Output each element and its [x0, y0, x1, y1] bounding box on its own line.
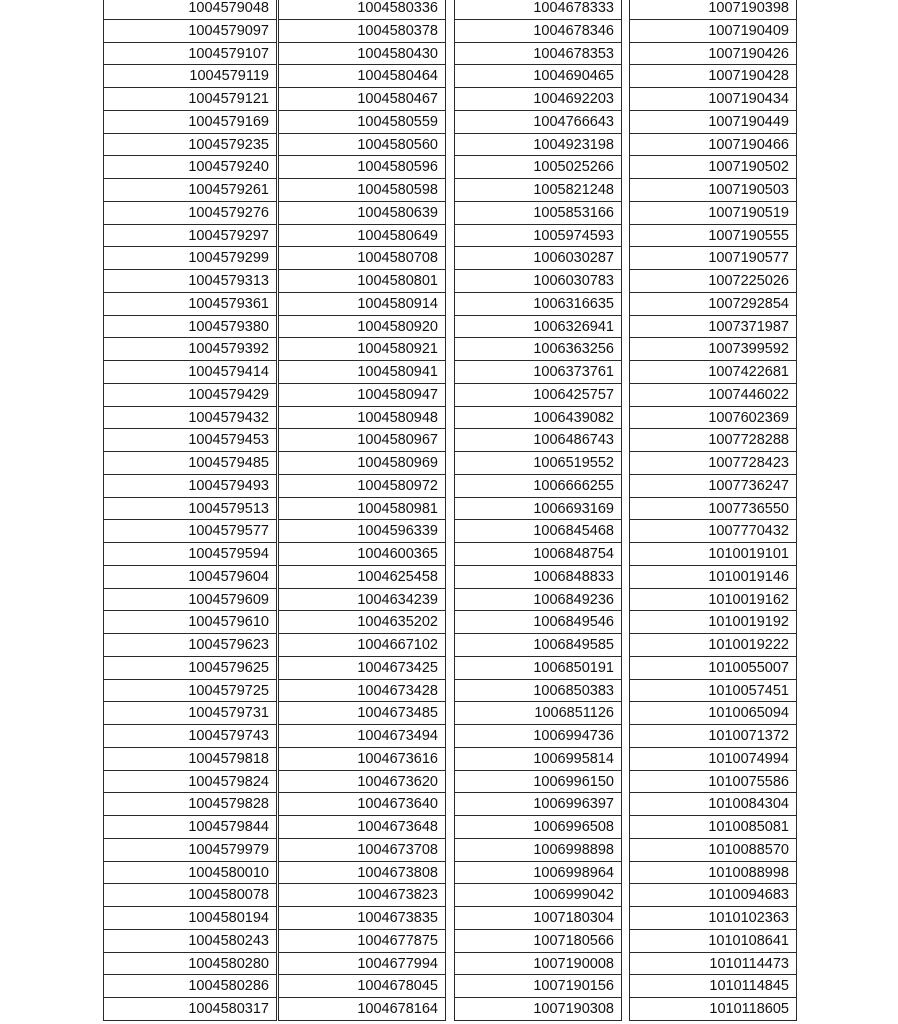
table-cell: 1004579392 [104, 337, 276, 360]
table-cell: 1010019162 [630, 588, 796, 611]
table-cell: 1005821248 [455, 178, 621, 201]
table-cell: 1007190426 [630, 42, 796, 65]
table-cell: 1007190008 [455, 952, 621, 975]
table-cell: 1006373761 [455, 360, 621, 383]
table-cell: 1004673648 [279, 815, 445, 838]
table-cell: 1007422681 [630, 360, 796, 383]
id-column-3 [454, 0, 622, 1021]
table-cell: 1010057451 [630, 679, 796, 702]
table-cell: 1007399592 [630, 337, 796, 360]
table-cell: 1004580967 [279, 428, 445, 451]
table-cell: 1006845468 [455, 519, 621, 542]
table-cell: 1006848754 [455, 542, 621, 565]
table-cell: 1006851126 [455, 701, 621, 724]
table-cell: 1007728288 [630, 428, 796, 451]
table-cell: 1010088998 [630, 861, 796, 884]
table-cell: 1007190519 [630, 201, 796, 224]
table-cell: 1006850383 [455, 679, 621, 702]
table-cell: 1004579107 [104, 42, 276, 65]
table-cell: 1004580649 [279, 224, 445, 247]
table-cell: 1010102363 [630, 906, 796, 929]
table-cell: 1010055007 [630, 656, 796, 679]
table-cell: 1004579493 [104, 474, 276, 497]
table-cell: 1007292854 [630, 292, 796, 315]
table-cell: 1007371987 [630, 315, 796, 338]
table-cell: 1004579625 [104, 656, 276, 679]
table-cell: 1004673620 [279, 770, 445, 793]
table-cell: 1004580467 [279, 87, 445, 110]
table-cell: 1007736550 [630, 497, 796, 520]
table-cell: 1004677875 [279, 929, 445, 952]
table-cell: 1006849236 [455, 588, 621, 611]
table-cell: 1004579119 [104, 64, 276, 87]
table-cell: 1006425757 [455, 383, 621, 406]
table-cell: 1006326941 [455, 315, 621, 338]
table-cell: 1010084304 [630, 792, 796, 815]
table-cell: 1004579048 [104, 0, 276, 19]
table-cell: 1004673823 [279, 883, 445, 906]
table-cell: 1010114845 [630, 974, 796, 997]
table-cell: 1006439082 [455, 406, 621, 429]
table-cell: 1010075586 [630, 770, 796, 793]
table-cell: 1004579297 [104, 224, 276, 247]
table-cell: 1004766643 [455, 110, 621, 133]
table-cell: 1004579609 [104, 588, 276, 611]
table-cell: 1004579818 [104, 747, 276, 770]
table-cell: 1006850191 [455, 656, 621, 679]
table-cell: 1004678045 [279, 974, 445, 997]
table-cell: 1004600365 [279, 542, 445, 565]
table-cell: 1004625458 [279, 565, 445, 588]
table-cell: 1006995814 [455, 747, 621, 770]
table-cell: 1004580969 [279, 451, 445, 474]
table-cell: 1004579743 [104, 724, 276, 747]
table-cell: 1010114473 [630, 952, 796, 975]
table-cell: 1010019101 [630, 542, 796, 565]
table-cell: 1007602369 [630, 406, 796, 429]
table-cell: 1006999042 [455, 883, 621, 906]
table-cell: 1004635202 [279, 610, 445, 633]
table-cell: 1004579513 [104, 497, 276, 520]
table-cell: 1004579313 [104, 269, 276, 292]
table-cell: 1004579610 [104, 610, 276, 633]
table-cell: 1004580430 [279, 42, 445, 65]
table-cell: 1004596339 [279, 519, 445, 542]
table-cell: 1010118605 [630, 997, 796, 1020]
table-cell: 1006996150 [455, 770, 621, 793]
table-cell: 1006996397 [455, 792, 621, 815]
table-cell: 1004579604 [104, 565, 276, 588]
table-cell: 1004579844 [104, 815, 276, 838]
table-cell: 1004580336 [279, 0, 445, 19]
table-cell: 1006998898 [455, 838, 621, 861]
table-cell: 1004673425 [279, 656, 445, 679]
table-cell: 1004580639 [279, 201, 445, 224]
table-cell: 1006486743 [455, 428, 621, 451]
table-cell: 1007190428 [630, 64, 796, 87]
table-cell: 1007190577 [630, 246, 796, 269]
table-cell: 1004580708 [279, 246, 445, 269]
table-cell: 1004580010 [104, 861, 276, 884]
table-cell: 1010088570 [630, 838, 796, 861]
table-cell: 1007190555 [630, 224, 796, 247]
table-cell: 1006693169 [455, 497, 621, 520]
table-cell: 1004580914 [279, 292, 445, 315]
table-cell: 1005974593 [455, 224, 621, 247]
table-cell: 1006994736 [455, 724, 621, 747]
table-cell: 1004677994 [279, 952, 445, 975]
table-cell: 1004579453 [104, 428, 276, 451]
table-cell: 1006996508 [455, 815, 621, 838]
table-cell: 1004580801 [279, 269, 445, 292]
table-cell: 1010019192 [630, 610, 796, 633]
table-cell: 1007770432 [630, 519, 796, 542]
table-cell: 1004579261 [104, 178, 276, 201]
table-cell: 1006848833 [455, 565, 621, 588]
table-cell: 1004580921 [279, 337, 445, 360]
table-cell: 1004673428 [279, 679, 445, 702]
table-cell: 1004673494 [279, 724, 445, 747]
table-cell: 1004634239 [279, 588, 445, 611]
table-cell: 1010085081 [630, 815, 796, 838]
table-cell: 1004580560 [279, 133, 445, 156]
table-cell: 1007180304 [455, 906, 621, 929]
table-cell: 1004923198 [455, 133, 621, 156]
table-cell: 1006998964 [455, 861, 621, 884]
table-cell: 1007225026 [630, 269, 796, 292]
table-cell: 1004690465 [455, 64, 621, 87]
table-cell: 1007446022 [630, 383, 796, 406]
table-cell: 1004579623 [104, 633, 276, 656]
table-cell: 1004579169 [104, 110, 276, 133]
table-cell: 1004579731 [104, 701, 276, 724]
table-cell: 1007190308 [455, 997, 621, 1020]
table-cell: 1007190434 [630, 87, 796, 110]
table-cell: 1004579299 [104, 246, 276, 269]
table-cell: 1010019222 [630, 633, 796, 656]
table-cell: 1004579235 [104, 133, 276, 156]
table-cell: 1004579979 [104, 838, 276, 861]
table-cell: 1004579429 [104, 383, 276, 406]
table-cell: 1004579828 [104, 792, 276, 815]
table-cell: 1004678353 [455, 42, 621, 65]
table-cell: 1004580194 [104, 906, 276, 929]
table-cell: 1004678164 [279, 997, 445, 1020]
table-cell: 1007190449 [630, 110, 796, 133]
table-cell: 1010065094 [630, 701, 796, 724]
table-cell: 1004579121 [104, 87, 276, 110]
table-cell: 1004678346 [455, 19, 621, 42]
table-cell: 1004580317 [104, 997, 276, 1020]
table-cell: 1004580596 [279, 155, 445, 178]
table-cell: 1006363256 [455, 337, 621, 360]
table-cell: 1004673616 [279, 747, 445, 770]
table-cell: 1004580078 [104, 883, 276, 906]
table-cell: 1004579432 [104, 406, 276, 429]
table-cell: 1007190398 [630, 0, 796, 19]
table-cell: 1004580598 [279, 178, 445, 201]
table-cell: 1004579577 [104, 519, 276, 542]
table-cell: 1004673835 [279, 906, 445, 929]
table-cell: 1010019146 [630, 565, 796, 588]
id-column-4 [629, 0, 797, 1021]
table-cell: 1006666255 [455, 474, 621, 497]
table-cell: 1004673485 [279, 701, 445, 724]
table-cell: 1004692203 [455, 87, 621, 110]
table-cell: 1004579414 [104, 360, 276, 383]
table-cell: 1007190156 [455, 974, 621, 997]
table-cell: 1004579361 [104, 292, 276, 315]
table-cell: 1004579824 [104, 770, 276, 793]
table-cell: 1004580947 [279, 383, 445, 406]
table-cell: 1007190466 [630, 133, 796, 156]
table-cell: 1004579725 [104, 679, 276, 702]
table-cell: 1004580948 [279, 406, 445, 429]
table-cell: 1004580280 [104, 952, 276, 975]
table-cell: 1005025266 [455, 155, 621, 178]
id-column-1 [103, 0, 277, 1021]
table-cell: 1010071372 [630, 724, 796, 747]
table-cell: 1006316635 [455, 292, 621, 315]
table-cell: 1006030783 [455, 269, 621, 292]
table-cell: 1006519552 [455, 451, 621, 474]
table-cell: 1007736247 [630, 474, 796, 497]
table-cell: 1004580286 [104, 974, 276, 997]
table-cell: 1007728423 [630, 451, 796, 474]
table-cell: 1004580941 [279, 360, 445, 383]
table-cell: 1004579276 [104, 201, 276, 224]
table-cell: 1004579240 [104, 155, 276, 178]
table-cell: 1004667102 [279, 633, 445, 656]
table-cell: 1004678333 [455, 0, 621, 19]
table-cell: 1010074994 [630, 747, 796, 770]
table-cell: 1004580243 [104, 929, 276, 952]
table-cell: 1004579380 [104, 315, 276, 338]
table-cell: 1010108641 [630, 929, 796, 952]
table-cell: 1005853166 [455, 201, 621, 224]
table-cell: 1006849585 [455, 633, 621, 656]
table-cell: 1004580920 [279, 315, 445, 338]
table-cell: 1007190503 [630, 178, 796, 201]
table-cell: 1004580981 [279, 497, 445, 520]
table-cell: 1006030287 [455, 246, 621, 269]
table-cell: 1006849546 [455, 610, 621, 633]
table-cell: 1004673808 [279, 861, 445, 884]
table-cell: 1004580378 [279, 19, 445, 42]
table-cell: 1004580559 [279, 110, 445, 133]
table-cell: 1007190502 [630, 155, 796, 178]
table-cell: 1004673640 [279, 792, 445, 815]
id-column-2 [278, 0, 446, 1021]
table-cell: 1007180566 [455, 929, 621, 952]
table-cell: 1004580972 [279, 474, 445, 497]
table-cell: 1007190409 [630, 19, 796, 42]
table-cell: 1004579485 [104, 451, 276, 474]
table-cell: 1010094683 [630, 883, 796, 906]
table-cell: 1004580464 [279, 64, 445, 87]
table-cell: 1004579594 [104, 542, 276, 565]
table-cell: 1004673708 [279, 838, 445, 861]
table-cell: 1004579097 [104, 19, 276, 42]
